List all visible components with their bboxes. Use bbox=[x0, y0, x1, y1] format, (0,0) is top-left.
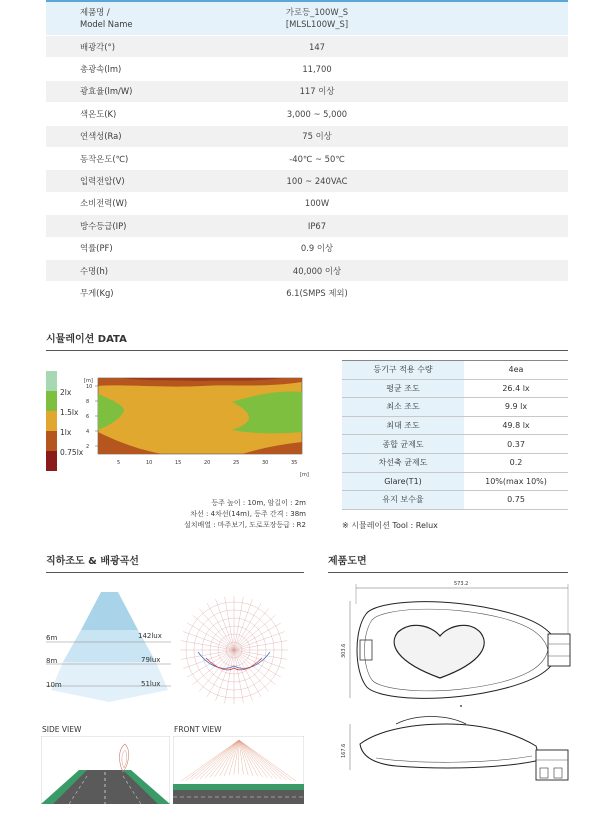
relux-row bbox=[342, 361, 568, 380]
relux-row bbox=[342, 454, 568, 473]
legend-swatch bbox=[46, 411, 57, 431]
spec-row bbox=[46, 148, 568, 170]
spec-label: 소비전력(W) bbox=[80, 198, 128, 209]
illuminance-title: 직하조도 & 배광곡선 bbox=[46, 552, 304, 573]
spec-value: 75 이상 bbox=[302, 131, 332, 142]
y-tick-label: 8 bbox=[86, 399, 90, 405]
spec-row bbox=[46, 170, 568, 192]
relux-label: 차선축 균제도 bbox=[342, 454, 464, 472]
sim-note: 설치배열 : 마주보기, 도로포장등급 : R2 bbox=[183, 521, 306, 529]
drawing-title: 제품도면 bbox=[328, 552, 568, 573]
lux-label: 51lux bbox=[141, 680, 161, 688]
spec-row bbox=[46, 260, 568, 282]
spec-label: 입력전압(V) bbox=[80, 176, 125, 187]
relux-label: 유지 보수율 bbox=[342, 491, 464, 509]
x-tick-label: 20 bbox=[204, 460, 211, 466]
spec-row bbox=[46, 36, 568, 58]
relux-value: 9.9 lx bbox=[504, 402, 528, 412]
spec-row bbox=[46, 282, 568, 304]
grass bbox=[173, 784, 304, 790]
relux-value: 0.75 bbox=[507, 495, 525, 505]
spec-value: IP67 bbox=[307, 220, 327, 231]
relux-label: 종합 균제도 bbox=[342, 435, 464, 453]
spec-label: 역률(PF) bbox=[80, 243, 113, 254]
spec-label: 광효율(lm/W) bbox=[80, 86, 133, 97]
relux-row bbox=[342, 380, 568, 399]
spec-value: 40,000 이상 bbox=[292, 265, 342, 276]
spec-row bbox=[46, 215, 568, 237]
width-dimension: 573.2 bbox=[454, 581, 469, 587]
relux-row bbox=[342, 473, 568, 492]
x-unit: [m] bbox=[300, 472, 309, 478]
side-view-render bbox=[41, 736, 170, 804]
spec-label: 색온도(K) bbox=[80, 108, 117, 119]
pole-mount-side bbox=[536, 750, 568, 780]
model-name: 가로등_100W_S bbox=[285, 7, 349, 18]
spec-value: 0.9 이상 bbox=[300, 243, 334, 254]
x-tick-label: 30 bbox=[262, 460, 269, 466]
front-view-render bbox=[173, 736, 304, 804]
spec-value: 6.1(SMPS 제외) bbox=[286, 287, 348, 298]
spec-label: 무게(Kg) bbox=[80, 287, 114, 298]
relux-value: 10%(max 10%) bbox=[485, 476, 547, 486]
relux-row bbox=[342, 491, 568, 510]
illuminance-legend bbox=[46, 371, 57, 471]
spec-value: 3,000 ~ 5,000 bbox=[286, 108, 348, 119]
x-tick-label: 5 bbox=[117, 460, 121, 466]
relux-tool-note: ※ 시뮬레이션 Tool : Relux bbox=[342, 521, 438, 530]
relux-value: 4ea bbox=[508, 365, 524, 375]
relux-row bbox=[342, 435, 568, 454]
relux-label: 최소 조도 bbox=[342, 398, 464, 416]
spec-value: 100W bbox=[304, 198, 330, 209]
y-tick-label: 2 bbox=[86, 444, 90, 450]
luminaire-side-outline bbox=[360, 724, 540, 768]
spec-table bbox=[46, 0, 568, 305]
relux-table bbox=[342, 360, 568, 510]
relux-label: 최대 조도 bbox=[342, 417, 464, 435]
relux-row bbox=[342, 417, 568, 436]
spec-label: 수명(h) bbox=[80, 265, 109, 276]
legend-label: 0.75lx bbox=[60, 448, 84, 457]
spec-label: 방수등급(IP) bbox=[80, 220, 127, 231]
relux-value: 0.37 bbox=[507, 439, 525, 449]
legend-label: 1.5lx bbox=[60, 408, 79, 417]
height-dimension: 303.6 bbox=[341, 643, 347, 658]
relux-label: Glare(T1) bbox=[342, 473, 464, 491]
polar-distribution-chart bbox=[178, 594, 290, 706]
x-tick-label: 25 bbox=[233, 460, 240, 466]
relux-row bbox=[342, 398, 568, 417]
legend-swatch bbox=[46, 371, 57, 391]
height-label: 10m bbox=[46, 681, 62, 689]
legend-swatch bbox=[46, 431, 57, 451]
spec-row bbox=[46, 126, 568, 148]
model-label-ko: 제품명 / bbox=[80, 7, 110, 18]
spec-value: 11,700 bbox=[302, 64, 332, 75]
spec-row bbox=[46, 58, 568, 80]
x-tick-label: 10 bbox=[146, 460, 153, 466]
simulation-title: 시뮬레이션 DATA bbox=[46, 330, 568, 351]
spec-value: 117 이상 bbox=[299, 86, 335, 97]
sim-note: 차선 : 4차선(14m), 등주 간격 : 38m bbox=[190, 510, 306, 518]
y-tick-label: 4 bbox=[86, 429, 90, 435]
spec-row bbox=[46, 193, 568, 215]
spec-label: 총광속(lm) bbox=[80, 64, 122, 75]
y-tick-label: 6 bbox=[86, 414, 90, 420]
spec-value: 100 ~ 240VAC bbox=[286, 176, 348, 187]
spec-header-value bbox=[226, 7, 568, 30]
spec-value: -40℃ ~ 50℃ bbox=[289, 153, 345, 164]
spec-label: 동작온도(℃) bbox=[80, 153, 129, 164]
y-unit: [m] bbox=[84, 378, 93, 384]
spec-label: 연색성(Ra) bbox=[80, 131, 122, 142]
x-tick-label: 15 bbox=[175, 460, 182, 466]
spec-header-label bbox=[46, 7, 226, 30]
front-view-label: FRONT VIEW bbox=[174, 725, 222, 734]
x-tick-label: 35 bbox=[291, 460, 298, 466]
spec-row bbox=[46, 81, 568, 103]
relux-value: 26.4 lx bbox=[502, 383, 530, 393]
spec-header-row bbox=[46, 0, 568, 36]
spec-label: 배광각(°) bbox=[80, 41, 115, 52]
sim-note: 등주 높이 : 10m, 암길이 : 2m bbox=[211, 499, 306, 507]
legend-swatch bbox=[46, 391, 57, 411]
lux-label: 79lux bbox=[141, 656, 161, 664]
height-label: 8m bbox=[46, 657, 58, 665]
isolux-chart bbox=[82, 372, 312, 482]
spec-row bbox=[46, 103, 568, 125]
relux-label: 등기구 적용 수량 bbox=[342, 361, 464, 379]
spec-value: 147 bbox=[309, 41, 325, 52]
relux-value: 0.2 bbox=[509, 458, 523, 468]
spec-row bbox=[46, 238, 568, 260]
model-code: [MLSL100W_S] bbox=[285, 18, 349, 29]
pole-mount-top bbox=[548, 634, 570, 666]
product-drawing bbox=[336, 574, 576, 798]
cone-6m bbox=[81, 592, 138, 630]
relux-label: 평균 조도 bbox=[342, 380, 464, 398]
relux-value: 49.8 lx bbox=[502, 421, 530, 431]
y-tick-label: 10 bbox=[86, 384, 93, 390]
lux-label: 142lux bbox=[138, 632, 162, 640]
model-label-en: Model Name bbox=[80, 18, 133, 29]
legend-label: 2lx bbox=[60, 388, 72, 397]
side-view-label: SIDE VIEW bbox=[42, 725, 82, 734]
legend-swatch bbox=[46, 451, 57, 471]
legend-label: 1lx bbox=[60, 428, 72, 437]
height-label: 6m bbox=[46, 634, 58, 642]
side-dimension: 167.6 bbox=[341, 743, 347, 758]
